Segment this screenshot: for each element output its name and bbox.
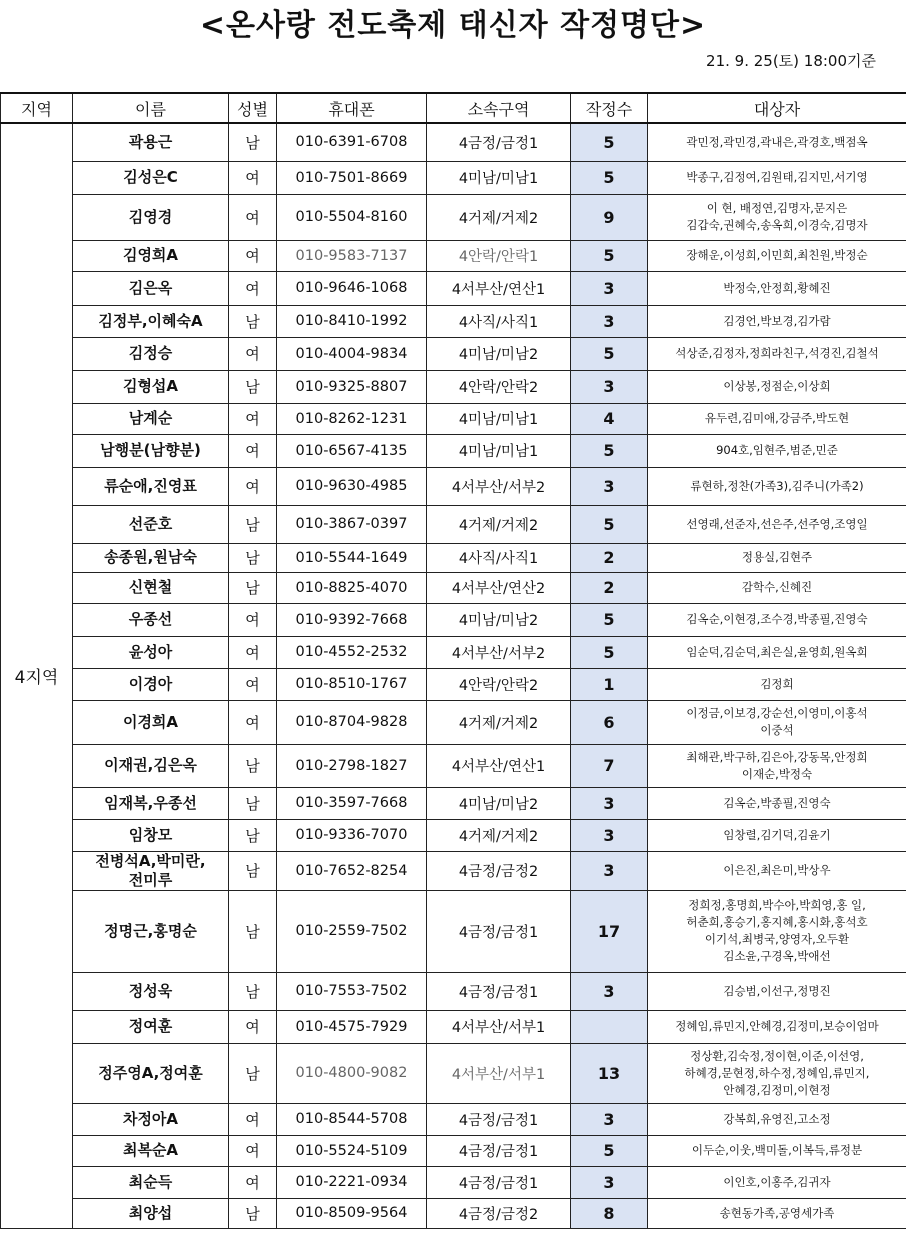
phone-cell: 010-9630-4985 (277, 467, 427, 505)
name-cell: 우종선 (73, 603, 229, 636)
phone-cell: 010-8510-1767 (277, 668, 427, 700)
col-header-zone: 소속구역 (427, 93, 571, 123)
targets-cell: 장해운,이성희,이민희,최친원,박정순 (648, 240, 906, 271)
col-header-name: 이름 (73, 93, 229, 123)
count-cell: 6 (571, 700, 648, 744)
targets-cell: 송현동가족,공영세가족 (648, 1198, 906, 1228)
phone-cell: 010-4552-2532 (277, 636, 427, 668)
zone-cell: 4미남/미남1 (427, 403, 571, 434)
gender-cell: 남 (229, 1198, 277, 1228)
targets-cell: 904호,임현주,범준,민준 (648, 434, 906, 467)
gender-cell: 남 (229, 123, 277, 161)
targets-cell: 류현하,정찬(가족3),김주니(가족2) (648, 467, 906, 505)
phone-cell: 010-4800-9082 (277, 1043, 427, 1103)
targets-cell: 이상봉,정점순,이상희 (648, 370, 906, 403)
name-cell: 이재권,김은옥 (73, 744, 229, 787)
gender-cell: 남 (229, 851, 277, 890)
table-row (1, 161, 906, 194)
table-row (1, 700, 906, 744)
table-row (1, 668, 906, 700)
zone-cell: 4안락/안락2 (427, 370, 571, 403)
targets-cell: 곽민정,곽민경,곽내은,곽경호,백점옥 (648, 123, 906, 161)
count-cell: 3 (571, 972, 648, 1010)
targets-cell: 이정금,이보경,강순선,이영미,이홍석 이중석 (648, 700, 906, 744)
gender-cell: 여 (229, 1010, 277, 1043)
zone-cell: 4안락/안락2 (427, 668, 571, 700)
targets-cell: 정희정,홍명희,박수아,박희영,홍 일, 허춘희,홍승기,홍지혜,홍시화,홍석호 이기석,최병국,양영자,오두환 김소윤,구경옥,박애선 (648, 890, 906, 972)
count-cell: 5 (571, 434, 648, 467)
name-cell: 김영희A (73, 240, 229, 271)
zone-cell: 4거제/거제2 (427, 819, 571, 851)
table-row (1, 819, 906, 851)
table-row (1, 1166, 906, 1198)
table-row (1, 194, 906, 240)
phone-cell: 010-5544-1649 (277, 543, 427, 572)
gender-cell: 여 (229, 1103, 277, 1135)
table-row (1, 603, 906, 636)
phone-cell: 010-8544-5708 (277, 1103, 427, 1135)
targets-cell: 김옥순,박종필,진영숙 (648, 787, 906, 819)
gender-cell: 여 (229, 240, 277, 271)
roster-body (1, 123, 906, 1228)
name-cell: 임재복,우종선 (73, 787, 229, 819)
gender-cell: 여 (229, 636, 277, 668)
zone-cell: 4서부산/서부2 (427, 636, 571, 668)
phone-cell: 010-8509-9564 (277, 1198, 427, 1228)
phone-cell: 010-6567-4135 (277, 434, 427, 467)
phone-cell: 010-3867-0397 (277, 505, 427, 543)
col-header-region: 지역 (1, 93, 73, 123)
count-cell: 13 (571, 1043, 648, 1103)
zone-cell: 4미남/미남2 (427, 603, 571, 636)
phone-cell: 010-2221-0934 (277, 1166, 427, 1198)
zone-cell: 4서부산/연산2 (427, 572, 571, 603)
count-cell: 5 (571, 636, 648, 668)
count-cell: 2 (571, 572, 648, 603)
name-cell: 김정부,이혜숙A (73, 305, 229, 337)
table-row (1, 434, 906, 467)
gender-cell: 여 (229, 434, 277, 467)
gender-cell: 여 (229, 603, 277, 636)
count-cell: 2 (571, 543, 648, 572)
gender-cell: 여 (229, 1135, 277, 1166)
targets-cell: 임창렬,김기덕,김윤기 (648, 819, 906, 851)
table-row (1, 744, 906, 787)
gender-cell: 여 (229, 161, 277, 194)
name-cell: 정명근,홍명순 (73, 890, 229, 972)
count-cell: 1 (571, 668, 648, 700)
zone-cell: 4서부산/서부2 (427, 467, 571, 505)
zone-cell: 4금정/금정2 (427, 851, 571, 890)
table-row (1, 1198, 906, 1228)
zone-cell: 4사직/사직1 (427, 305, 571, 337)
gender-cell: 여 (229, 271, 277, 305)
phone-cell: 010-9392-7668 (277, 603, 427, 636)
count-cell: 8 (571, 1198, 648, 1228)
gender-cell: 남 (229, 787, 277, 819)
zone-cell: 4미남/미남2 (427, 787, 571, 819)
phone-cell: 010-8262-1231 (277, 403, 427, 434)
phone-cell: 010-9336-7070 (277, 819, 427, 851)
count-cell: 3 (571, 370, 648, 403)
targets-cell: 유두련,김미애,강금주,박도현 (648, 403, 906, 434)
name-cell: 류순애,진영표 (73, 467, 229, 505)
name-cell: 전병석A,박미란, 전미루 (73, 851, 229, 890)
targets-cell: 감학수,신혜진 (648, 572, 906, 603)
count-cell: 3 (571, 1166, 648, 1198)
table-row (1, 370, 906, 403)
region-cell: 4지역 (1, 123, 73, 1228)
targets-cell: 박종구,김정여,김원태,김지민,서기영 (648, 161, 906, 194)
gender-cell: 여 (229, 403, 277, 434)
zone-cell: 4미남/미남1 (427, 434, 571, 467)
zone-cell: 4사직/사직1 (427, 543, 571, 572)
zone-cell: 4금정/금정2 (427, 1198, 571, 1228)
count-cell (571, 1010, 648, 1043)
zone-cell: 4금정/금정1 (427, 890, 571, 972)
name-cell: 최양섭 (73, 1198, 229, 1228)
gender-cell: 여 (229, 337, 277, 370)
gender-cell: 여 (229, 700, 277, 744)
phone-cell: 010-3597-7668 (277, 787, 427, 819)
count-cell: 3 (571, 271, 648, 305)
targets-cell: 정용실,김현주 (648, 543, 906, 572)
table-row (1, 543, 906, 572)
count-cell: 5 (571, 161, 648, 194)
targets-cell: 이두순,이웃,백미돌,이복득,류정분 (648, 1135, 906, 1166)
phone-cell: 010-7501-8669 (277, 161, 427, 194)
zone-cell: 4금정/금정1 (427, 1103, 571, 1135)
gender-cell: 여 (229, 194, 277, 240)
name-cell: 김형섭A (73, 370, 229, 403)
count-cell: 3 (571, 851, 648, 890)
gender-cell: 남 (229, 543, 277, 572)
name-cell: 정주영A,정여훈 (73, 1043, 229, 1103)
zone-cell: 4서부산/연산1 (427, 744, 571, 787)
table-row (1, 123, 906, 161)
table-row (1, 505, 906, 543)
header-row (1, 93, 906, 123)
targets-cell: 박정숙,안정희,황혜진 (648, 271, 906, 305)
count-cell: 3 (571, 1103, 648, 1135)
name-cell: 김성은C (73, 161, 229, 194)
count-cell: 17 (571, 890, 648, 972)
zone-cell: 4서부산/서부1 (427, 1010, 571, 1043)
gender-cell: 남 (229, 819, 277, 851)
name-cell: 곽용근 (73, 123, 229, 161)
targets-cell: 김경언,박보경,김가람 (648, 305, 906, 337)
name-cell: 이경희A (73, 700, 229, 744)
table-row (1, 1010, 906, 1043)
name-cell: 임창모 (73, 819, 229, 851)
targets-cell: 석상준,김정자,정희라친구,석경진,김철석 (648, 337, 906, 370)
zone-cell: 4금정/금정1 (427, 1135, 571, 1166)
roster-table (0, 92, 906, 1229)
table-row (1, 271, 906, 305)
count-cell: 9 (571, 194, 648, 240)
count-cell: 5 (571, 505, 648, 543)
count-cell: 5 (571, 603, 648, 636)
count-cell: 4 (571, 403, 648, 434)
table-row (1, 1135, 906, 1166)
name-cell: 정성욱 (73, 972, 229, 1010)
col-header-gender: 성별 (229, 93, 277, 123)
gender-cell: 남 (229, 744, 277, 787)
zone-cell: 4거제/거제2 (427, 505, 571, 543)
name-cell: 김정승 (73, 337, 229, 370)
gender-cell: 남 (229, 505, 277, 543)
phone-cell: 010-7652-8254 (277, 851, 427, 890)
zone-cell: 4미남/미남1 (427, 161, 571, 194)
table-row (1, 337, 906, 370)
name-cell: 남행분(남향분) (73, 434, 229, 467)
gender-cell: 여 (229, 467, 277, 505)
table-row (1, 1103, 906, 1135)
phone-cell: 010-9646-1068 (277, 271, 427, 305)
table-row (1, 572, 906, 603)
count-cell: 3 (571, 787, 648, 819)
gender-cell: 남 (229, 972, 277, 1010)
table-row (1, 467, 906, 505)
phone-cell: 010-4004-9834 (277, 337, 427, 370)
count-cell: 5 (571, 337, 648, 370)
table-row (1, 851, 906, 890)
name-cell: 김은옥 (73, 271, 229, 305)
count-cell: 5 (571, 240, 648, 271)
as-of-date: 21. 9. 25(토) 18:00기준 (706, 52, 876, 70)
name-cell: 윤성아 (73, 636, 229, 668)
gender-cell: 여 (229, 1166, 277, 1198)
phone-cell: 010-2559-7502 (277, 890, 427, 972)
phone-cell: 010-8825-4070 (277, 572, 427, 603)
gender-cell: 남 (229, 370, 277, 403)
table-row (1, 403, 906, 434)
targets-cell: 정혜임,류민지,안혜경,김정미,보승이엄마 (648, 1010, 906, 1043)
phone-cell: 010-8410-1992 (277, 305, 427, 337)
name-cell: 송종원,원남숙 (73, 543, 229, 572)
targets-cell: 이은진,최은미,박상우 (648, 851, 906, 890)
name-cell: 김영경 (73, 194, 229, 240)
name-cell: 남계순 (73, 403, 229, 434)
targets-cell: 최해관,박구하,김은아,강동목,안정희 이재순,박정숙 (648, 744, 906, 787)
targets-cell: 임순덕,김순덕,최은실,윤영희,원옥희 (648, 636, 906, 668)
table-row (1, 787, 906, 819)
page-title: <온사랑 전도축제 태신자 작정명단> (199, 8, 707, 43)
count-cell: 5 (571, 1135, 648, 1166)
phone-cell: 010-4575-7929 (277, 1010, 427, 1043)
targets-cell: 정상환,김숙정,정이현,이준,이선영, 하혜경,문현정,하수정,정혜임,류민지, 안혜경,김정미,이현정 (648, 1043, 906, 1103)
table-row (1, 305, 906, 337)
name-cell: 최순득 (73, 1166, 229, 1198)
count-cell: 5 (571, 123, 648, 161)
zone-cell: 4거제/거제2 (427, 700, 571, 744)
name-cell: 차정아A (73, 1103, 229, 1135)
phone-cell: 010-7553-7502 (277, 972, 427, 1010)
count-cell: 7 (571, 744, 648, 787)
name-cell: 정여훈 (73, 1010, 229, 1043)
table-row (1, 972, 906, 1010)
table-row (1, 1043, 906, 1103)
gender-cell: 남 (229, 1043, 277, 1103)
count-cell: 3 (571, 305, 648, 337)
count-cell: 3 (571, 819, 648, 851)
zone-cell: 4금정/금정1 (427, 1166, 571, 1198)
zone-cell: 4거제/거제2 (427, 194, 571, 240)
phone-cell: 010-5524-5109 (277, 1135, 427, 1166)
zone-cell: 4미남/미남2 (427, 337, 571, 370)
gender-cell: 남 (229, 305, 277, 337)
table-row (1, 240, 906, 271)
name-cell: 선준호 (73, 505, 229, 543)
targets-cell: 강복희,유영진,고소정 (648, 1103, 906, 1135)
name-cell: 이경아 (73, 668, 229, 700)
phone-cell: 010-6391-6708 (277, 123, 427, 161)
table-row (1, 636, 906, 668)
targets-cell: 김옥순,이현경,조수경,박종필,진영숙 (648, 603, 906, 636)
phone-cell: 010-8704-9828 (277, 700, 427, 744)
table-row (1, 890, 906, 972)
col-header-phone: 휴대폰 (277, 93, 427, 123)
targets-cell: 이 현, 배정연,김명자,문지은 김갑숙,권혜숙,송옥희,이경숙,김명자 (648, 194, 906, 240)
targets-cell: 김승범,이선구,정명진 (648, 972, 906, 1010)
zone-cell: 4서부산/연산1 (427, 271, 571, 305)
count-cell: 3 (571, 467, 648, 505)
gender-cell: 여 (229, 668, 277, 700)
col-header-targets: 대상자 (648, 93, 906, 123)
phone-cell: 010-9583-7137 (277, 240, 427, 271)
targets-cell: 이인호,이홍주,김귀자 (648, 1166, 906, 1198)
col-header-count: 작정수 (571, 93, 648, 123)
phone-cell: 010-9325-8807 (277, 370, 427, 403)
name-cell: 최복순A (73, 1135, 229, 1166)
name-cell: 신현철 (73, 572, 229, 603)
zone-cell: 4금정/금정1 (427, 972, 571, 1010)
targets-cell: 김정희 (648, 668, 906, 700)
zone-cell: 4금정/금정1 (427, 123, 571, 161)
zone-cell: 4서부산/서부1 (427, 1043, 571, 1103)
zone-cell: 4안락/안락1 (427, 240, 571, 271)
gender-cell: 남 (229, 572, 277, 603)
phone-cell: 010-2798-1827 (277, 744, 427, 787)
targets-cell: 선영래,선준자,선은주,선주영,조영일 (648, 505, 906, 543)
gender-cell: 남 (229, 890, 277, 972)
phone-cell: 010-5504-8160 (277, 194, 427, 240)
